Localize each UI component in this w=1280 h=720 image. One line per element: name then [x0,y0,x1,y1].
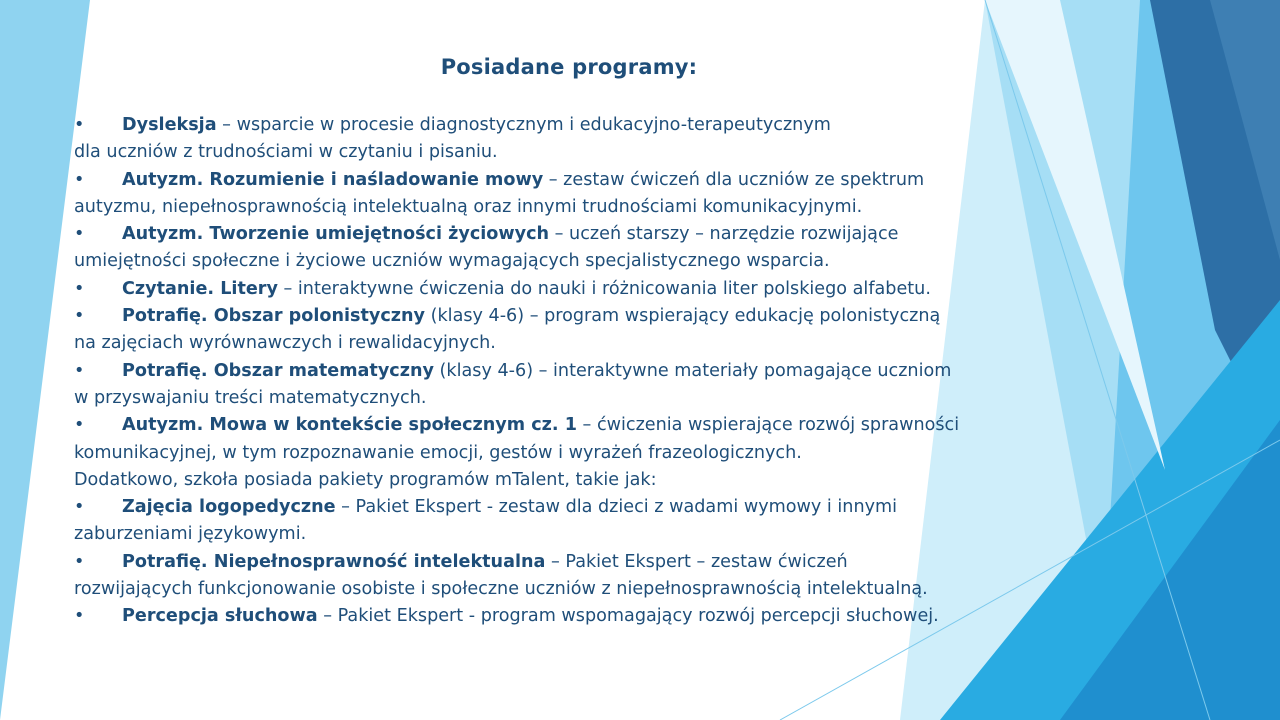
program-description-cont: umiejętności społeczne i życiowe uczniów wymagających specjalistycznego wsparcia. [74,251,830,272]
program-description: – interaktywne ćwiczenia do nauki i różnicowania liter polskiego alfabetu. [277,278,931,299]
list-item [74,112,1084,167]
bullet-icon: • [74,415,85,436]
additional-note: Dodatkowo, szkoła posiada pakiety programów mTalent, takie jak: [74,469,657,490]
list-item [74,549,1084,604]
program-description-cont: zaburzeniami językowymi. [74,524,307,545]
bullet-icon: • [74,306,85,327]
program-description-cont: komunikacyjnej, w tym rozpoznawanie emocji, gestów i wyrażeń frazeologicznych. [74,442,802,463]
program-name: Zajęcia logopedyczne [122,497,336,518]
list-item [74,603,1084,630]
program-description: (klasy 4-6) – program wspierający edukację polonistyczną [425,306,941,327]
program-description: – wsparcie w procesie diagnostycznym i edukacyjno-terapeutycznym [216,115,831,135]
list-item [74,167,1084,222]
program-description-cont: w przyswajaniu treści matematycznych. [74,387,427,408]
list-item [74,412,1084,467]
program-list [74,112,1084,631]
list-item [74,358,1084,413]
program-description-cont: dla uczniów z trudnościami w czytaniu i pisaniu. [74,142,498,163]
program-description: – Pakiet Ekspert - program wspomagający rozwój percepcji słuchowej. [317,606,939,627]
bullet-icon: • [74,278,85,299]
list-item [74,494,1084,549]
program-description-cont: autyzmu, niepełnosprawnością intelektualną oraz innymi trudnościami komunikacyjnymi. [74,196,863,217]
program-name: Potrafię. Obszar polonistyczny [122,306,426,327]
bullet-icon: • [74,606,85,627]
bullet-icon: • [74,551,85,572]
program-description: – Pakiet Ekspert – zestaw ćwiczeń [545,551,848,572]
program-description-cont: na zajęciach wyrównawczych i rewalidacyjnych. [74,333,496,354]
list-item [74,221,1084,276]
program-name: Potrafię. Niepełnosprawność intelektualna [122,551,546,572]
bullet-icon: • [74,497,85,518]
program-name: Autyzm. Rozumienie i naśladowanie mowy [122,169,544,190]
bullet-icon: • [74,224,85,245]
program-name: Percepcja słuchowa [122,606,318,627]
list-item [74,276,1084,303]
program-name: Czytanie. Litery [122,278,278,299]
program-name: Dysleksja [122,115,217,135]
program-description: – Pakiet Ekspert - zestaw dla dzieci z wadami wymowy i innymi [335,497,898,518]
bullet-icon: • [74,169,85,190]
program-description: – zestaw ćwiczeń dla uczniów ze spektrum [543,169,925,190]
program-name: Potrafię. Obszar matematyczny [122,360,434,381]
program-description: – ćwiczenia wspierające rozwój sprawności [576,415,960,436]
program-description-cont: rozwijających funkcjonowanie osobiste i społeczne uczniów z niepełnosprawnością intelektualną. [74,579,928,600]
program-description: – uczeń starszy – narzędzie rozwijające [549,224,899,245]
bullet-icon: • [74,360,85,381]
bullet-icon: • [74,115,85,135]
program-name: Autyzm. Mowa w kontekście społecznym cz. 1 [122,415,577,436]
program-name: Autyzm. Tworzenie umiejętności życiowych [122,224,550,245]
slide-title: Posiadane programy: [440,55,698,79]
program-description: (klasy 4-6) – interaktywne materiały pomagające uczniom [433,360,952,381]
list-item [74,303,1084,358]
